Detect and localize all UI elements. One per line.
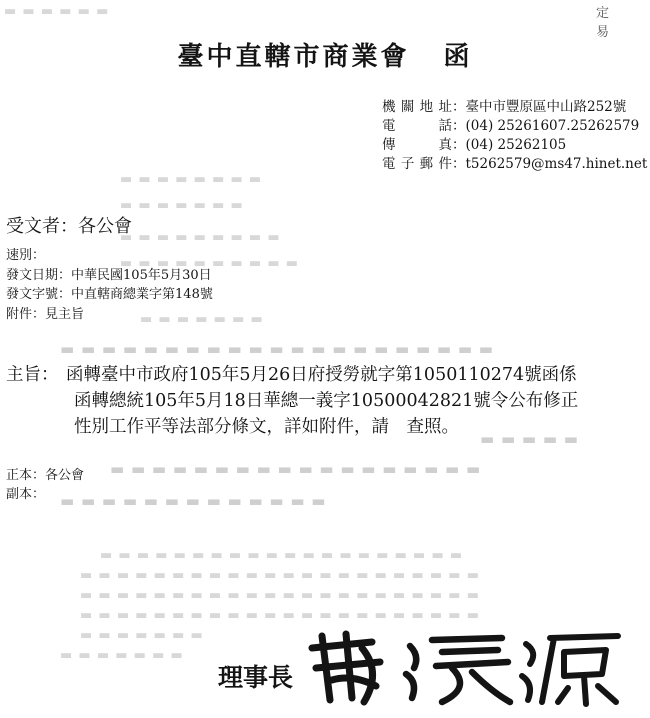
org-info-label: 電子郵件 — [382, 156, 452, 172]
scan-noise: ▬ ▬ ▬ ▬ ▬ ▬ ▬ ▬ ▬ ▬ ▬ ▬ ▬ ▬ ▬ ▬ ▬ ▬ ▬ ▬ ▬ ▬ — [80, 568, 480, 583]
signature-role: 理事長 — [218, 663, 294, 692]
meta-row: 速別： — [6, 248, 46, 263]
meta-value: 中華民國105年5月30日 — [71, 267, 212, 283]
handwritten-signature-image — [302, 628, 622, 708]
org-address: 臺中市豐原區中山路252號 — [465, 99, 627, 115]
org-fax-row: 傳真：(04) 25262105 — [382, 137, 567, 153]
recipient: 受文者：各公會 — [6, 216, 132, 237]
meta-row: 發文日期：中華民國105年5月30日 — [6, 267, 212, 283]
scan-noise: ▬ ▬ ▬ ▬ ▬ ▬ ▬ — [120, 198, 244, 213]
copy-label: 副本 — [6, 487, 33, 502]
document-title — [0, 36, 650, 73]
copy-value: 各公會 — [45, 468, 85, 483]
scan-noise: ▬ ▬ ▬ ▬ ▬ ▬ ▬ — [80, 628, 204, 643]
scan-noise: ▬ ▬ ▬ ▬ ▬ ▬ ▬ ▬ ▬ ▬ ▬ ▬ ▬ ▬ ▬ ▬ ▬ ▬ ▬ ▬ ▬ ▬ — [80, 608, 480, 623]
meta-label: 附件 — [6, 306, 33, 322]
subject-line: 函轉臺中市政府105年5月26日府授勞就字第1050110274號函係 — [66, 365, 577, 385]
scan-noise: ▬ ▬ ▬ ▬ ▬ ▬ ▬ ▬ ▬ ▬ ▬ ▬ ▬ ▬ ▬ ▬ ▬ ▬ — [110, 460, 482, 478]
org-email: t5262579@ms47.hinet.net — [465, 156, 648, 172]
org-address-row: 機關地址：臺中市豐原區中山路252號 — [382, 99, 627, 115]
org-info-label: 機關地址 — [382, 99, 452, 115]
org-info-label: 傳真 — [382, 137, 452, 153]
subject-label-text: 主旨 — [6, 365, 41, 385]
top-right-mark: 定 易 — [596, 6, 624, 40]
scan-noise: ▬ ▬ ▬ ▬ ▬ ▬ — [4, 4, 110, 19]
title-doc-type: 函 — [443, 42, 473, 72]
org-phone: (04) 25261607.25262579 — [465, 118, 640, 134]
copy-label: 正本 — [6, 468, 33, 483]
subject-text — [66, 362, 650, 440]
meta-row: 發文字號：中直轄商總業字第148號 — [6, 287, 213, 302]
scan-noise: ▬ ▬ ▬ ▬ ▬ ▬ ▬ ▬ — [120, 172, 263, 187]
scan-noise: ▬ ▬ ▬ ▬ ▬ ▬ ▬ ▬ ▬ ▬ ▬ ▬ ▬ ▬ ▬ ▬ ▬ ▬ ▬ ▬ ▬ — [60, 340, 494, 358]
meta-value: 見主旨 — [45, 306, 85, 322]
recipient-label: 受文者 — [6, 216, 60, 237]
scan-noise: ▬ ▬ ▬ ▬ ▬ ▬ ▬ ▬ ▬ ▬ — [120, 256, 300, 271]
scan-noise: ▬ ▬ ▬ ▬ ▬ ▬ ▬ — [60, 648, 184, 663]
org-email-row: 電子郵件：t5262579@ms47.hinet.net — [382, 156, 648, 172]
copy-row-cc: 副本： — [6, 487, 46, 502]
scan-noise: ▬ ▬ ▬ ▬ ▬ ▬ ▬ ▬ ▬ — [120, 230, 281, 245]
org-phone-row: 電話：(04) 25261607.25262579 — [382, 118, 640, 134]
subject-line: 函轉總統105年5月18日華總一義字10500042821號令公布修正 — [74, 391, 579, 411]
subject-line: 性別工作平等法部分條文，詳如附件，請 查照。 — [74, 417, 459, 437]
scan-noise: ▬ ▬ ▬ ▬ ▬ ▬ ▬ ▬ ▬ ▬ ▬ ▬ ▬ ▬ ▬ ▬ ▬ ▬ ▬ ▬ ▬ ▬ — [80, 588, 480, 603]
org-fax: (04) 25262105 — [465, 137, 567, 153]
title-organization: 臺中直轄市商業會 — [177, 42, 410, 72]
org-info-block — [382, 98, 647, 174]
meta-label: 發文日期 — [6, 267, 59, 283]
org-info-label: 電話 — [382, 118, 452, 134]
meta-value: 中直轄商總業字第148號 — [71, 287, 213, 302]
copies-block — [6, 466, 84, 504]
meta-label: 發文字號 — [6, 287, 59, 302]
document-meta — [6, 246, 213, 324]
scan-noise: ▬ ▬ ▬ ▬ ▬ — [480, 430, 579, 448]
meta-row: 附件：見主旨 — [6, 306, 85, 322]
scan-noise: ▬ ▬ ▬ ▬ ▬ ▬ ▬ ▬ ▬ ▬ ▬ ▬ ▬ — [60, 492, 327, 510]
meta-label: 速別 — [6, 248, 33, 263]
scan-noise: ▬ ▬ ▬ ▬ ▬ ▬ ▬ ▬ ▬ ▬ ▬ ▬ ▬ ▬ ▬ ▬ ▬ ▬ ▬ ▬ — [100, 548, 464, 563]
recipient-value: 各公會 — [78, 216, 132, 237]
scan-noise: ▬ ▬ ▬ ▬ ▬ ▬ ▬ — [140, 312, 264, 327]
copy-row-original: 正本：各公會 — [6, 468, 85, 483]
subject-label: 主旨： — [6, 365, 59, 385]
